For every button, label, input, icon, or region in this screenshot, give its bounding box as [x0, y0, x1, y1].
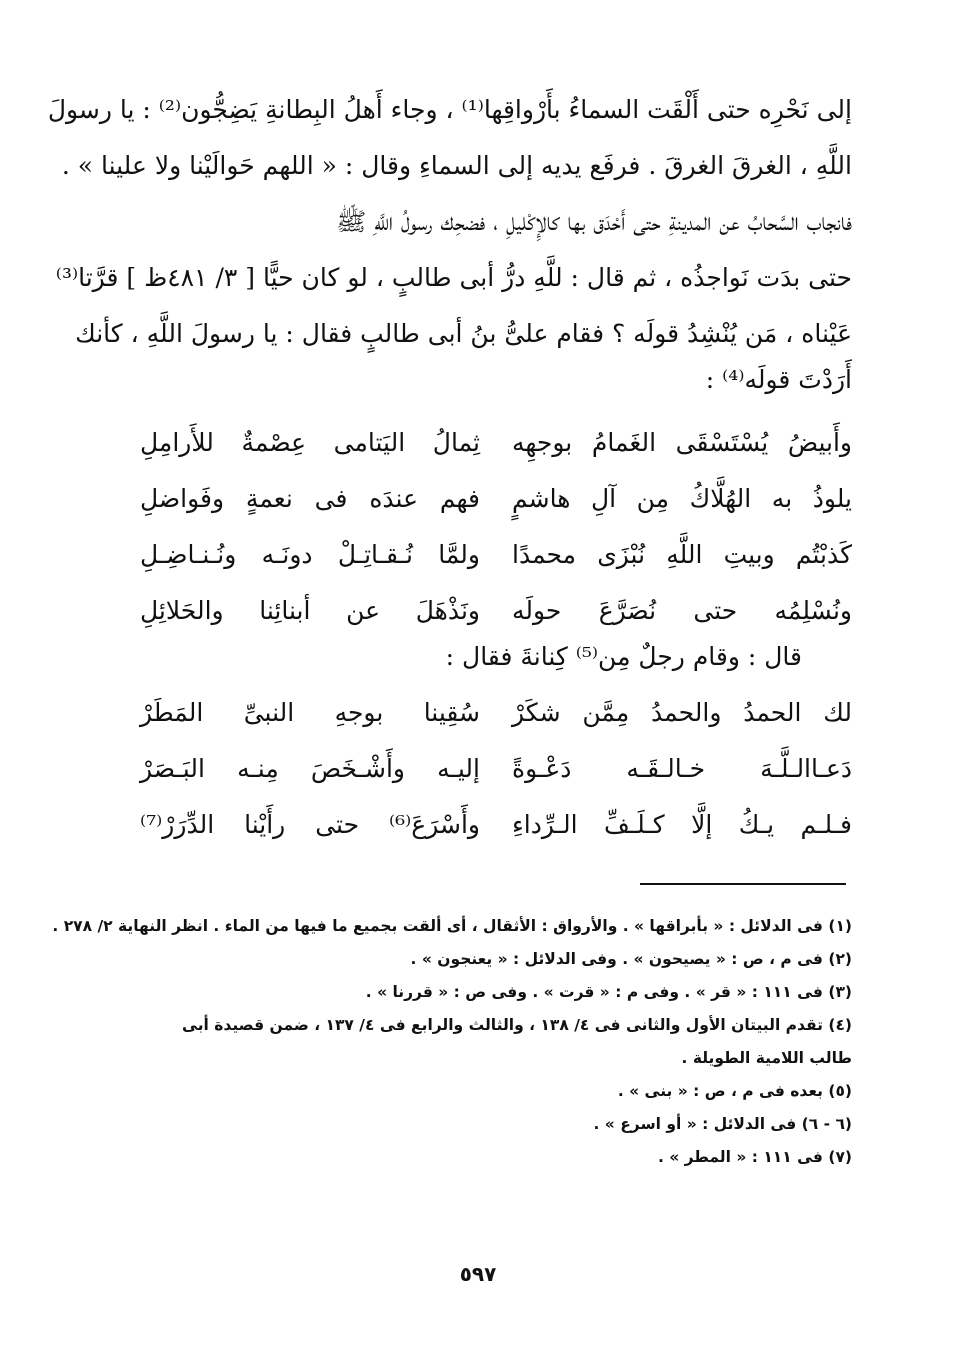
verse-second-hemistich: ونَذْهَلَ عن أبنائِنا والحَلائِلِ	[140, 596, 480, 625]
verse-second-hemistich: إليـه وأَشْـخَصَ مِنـه البَـصَرْ	[140, 754, 480, 783]
footnotes	[52, 910, 852, 1174]
text-line: عَيْناه ، مَن يُنْشِدُ قولَه ؟ فقام علىُّ بنُ أبى طالبٍ فقال : يا رسولَ اللَّهِ ، كأنك	[75, 319, 852, 348]
verse-line	[140, 583, 852, 639]
verse-line	[140, 527, 852, 583]
verse-first-hemistich: كَذبْتُم وبيتِ اللَّهِ نُبْزَى محمدًا	[512, 540, 852, 569]
verse-second-hemistich: سُقِينا بوجهِ النبىِّ المَطَرْ	[140, 698, 480, 727]
main-text	[47, 82, 852, 398]
text-line: إلى نَحْرِه حتى أَلْقَت السماءُ بأَرْواقِها⁽¹⁾ ، وجاء أَهلُ البِطانةِ يَضِجُّون⁽²⁾ : يا رسولَ	[47, 95, 852, 124]
poem-intro: قال : وقام رجلٌ مِن⁽⁵⁾ كِنانةَ فقال :	[445, 642, 802, 671]
verse-second-hemistich: فهم عندَه فى نعمةٍ وفَواضلِ	[140, 484, 480, 513]
poem-second	[140, 685, 852, 853]
verse-first-hemistich: ونُسْلِمُه حتى نُصَرَّعَ حولَه	[512, 596, 852, 625]
page-number: ٥٩٧	[459, 1262, 497, 1286]
footnote: (٥) بعده فى م ، ص : « بنى » .	[617, 1082, 852, 1100]
footnote-separator	[640, 883, 846, 885]
verse-line	[140, 415, 852, 471]
footnote: (٤) تقدم البيتان الأول والثانى فى ٤/ ١٣٨ ، والثالث والرابع فى ٤/ ١٣٧ ، ضمن قصيدة أبى طالب اللامية الطويلة .	[182, 1016, 852, 1067]
verse-first-hemistich: لك الحمدُ والحمدُ مِمَّن شكَرْ	[512, 698, 852, 727]
text-line: حتى بدَت نَواجذُه ، ثم قال : للَّهِ درُّ أبى طالبٍ ، لو كان حيًّا [ ٣/ ٤٨١ظ ] قرَّتا⁽³⁾	[55, 263, 852, 292]
verse-first-hemistich: وأَبيضُ يُسْتَسْقَى الغَمامُ بوجهِه	[512, 428, 852, 457]
verse-line	[140, 471, 852, 527]
footnote: (٦ - ٦) فى الدلائل : « أو اسرع » .	[593, 1115, 852, 1133]
verse-second-hemistich: ثِمالُ اليَتامى عِصْمةٌ للأَرامِلِ	[140, 428, 480, 457]
footnote: (١) فى الدلائل : « بأبراقها » . والأرواق : الأثقال ، أى ألقت بجميع ما فيها من الماء . انظر النهاية ٢/ ٢٧٨ .	[52, 917, 852, 935]
verse-line	[140, 685, 852, 741]
verse-first-hemistich: يلوذُ به الهُلَّاكُ مِن آلِ هاشمٍ	[512, 484, 852, 513]
text-line: أَرَدْتَ قولَه⁽⁴⁾ :	[705, 365, 852, 394]
verse-line	[140, 797, 852, 853]
verse-first-hemistich: فـلـم يـكُ إلَّا كـلَـفِّ الـرِّداءِ	[512, 810, 852, 839]
verse-second-hemistich: ولمَّا نُـقـاتِـلْ دونَـه ونُـنـاضِـلِ	[140, 540, 480, 569]
verse-line	[140, 741, 852, 797]
poem-first	[140, 415, 852, 639]
text-line: اللَّهِ ، الغرقَ الغرقَ . فرفَع يديه إلى السماءِ وقال : « اللهم حَوالَيْنا ولا علينا » .	[61, 151, 852, 180]
footnote: (٣) فى ١١١ : « قر » . وفى م : « قرت » . وفى ص : « قررنا » .	[365, 983, 852, 1001]
verse-second-hemistich: وأَسْرَعَ⁽⁶⁾ حتى رأَيْنا الدِّرَرْ⁽⁷⁾	[140, 810, 480, 839]
text-line: فانجاب السَّحابُ عن المدينةِ حتى أَحْدَق بها كالإِكْليلِ ، فضحِك رسولُ اللَّهِ ﷺ	[336, 207, 852, 236]
verse-first-hemistich: دَعـاالـلَّـهَ خـالـقَـه دَعْـوةً	[512, 754, 852, 783]
footnote: (٢) فى م ، ص : « يصيحون » . وفى الدلائل : « يعنجون » .	[410, 950, 852, 968]
footnote: (٧) فى ١١١ : « المطر » .	[657, 1148, 852, 1166]
